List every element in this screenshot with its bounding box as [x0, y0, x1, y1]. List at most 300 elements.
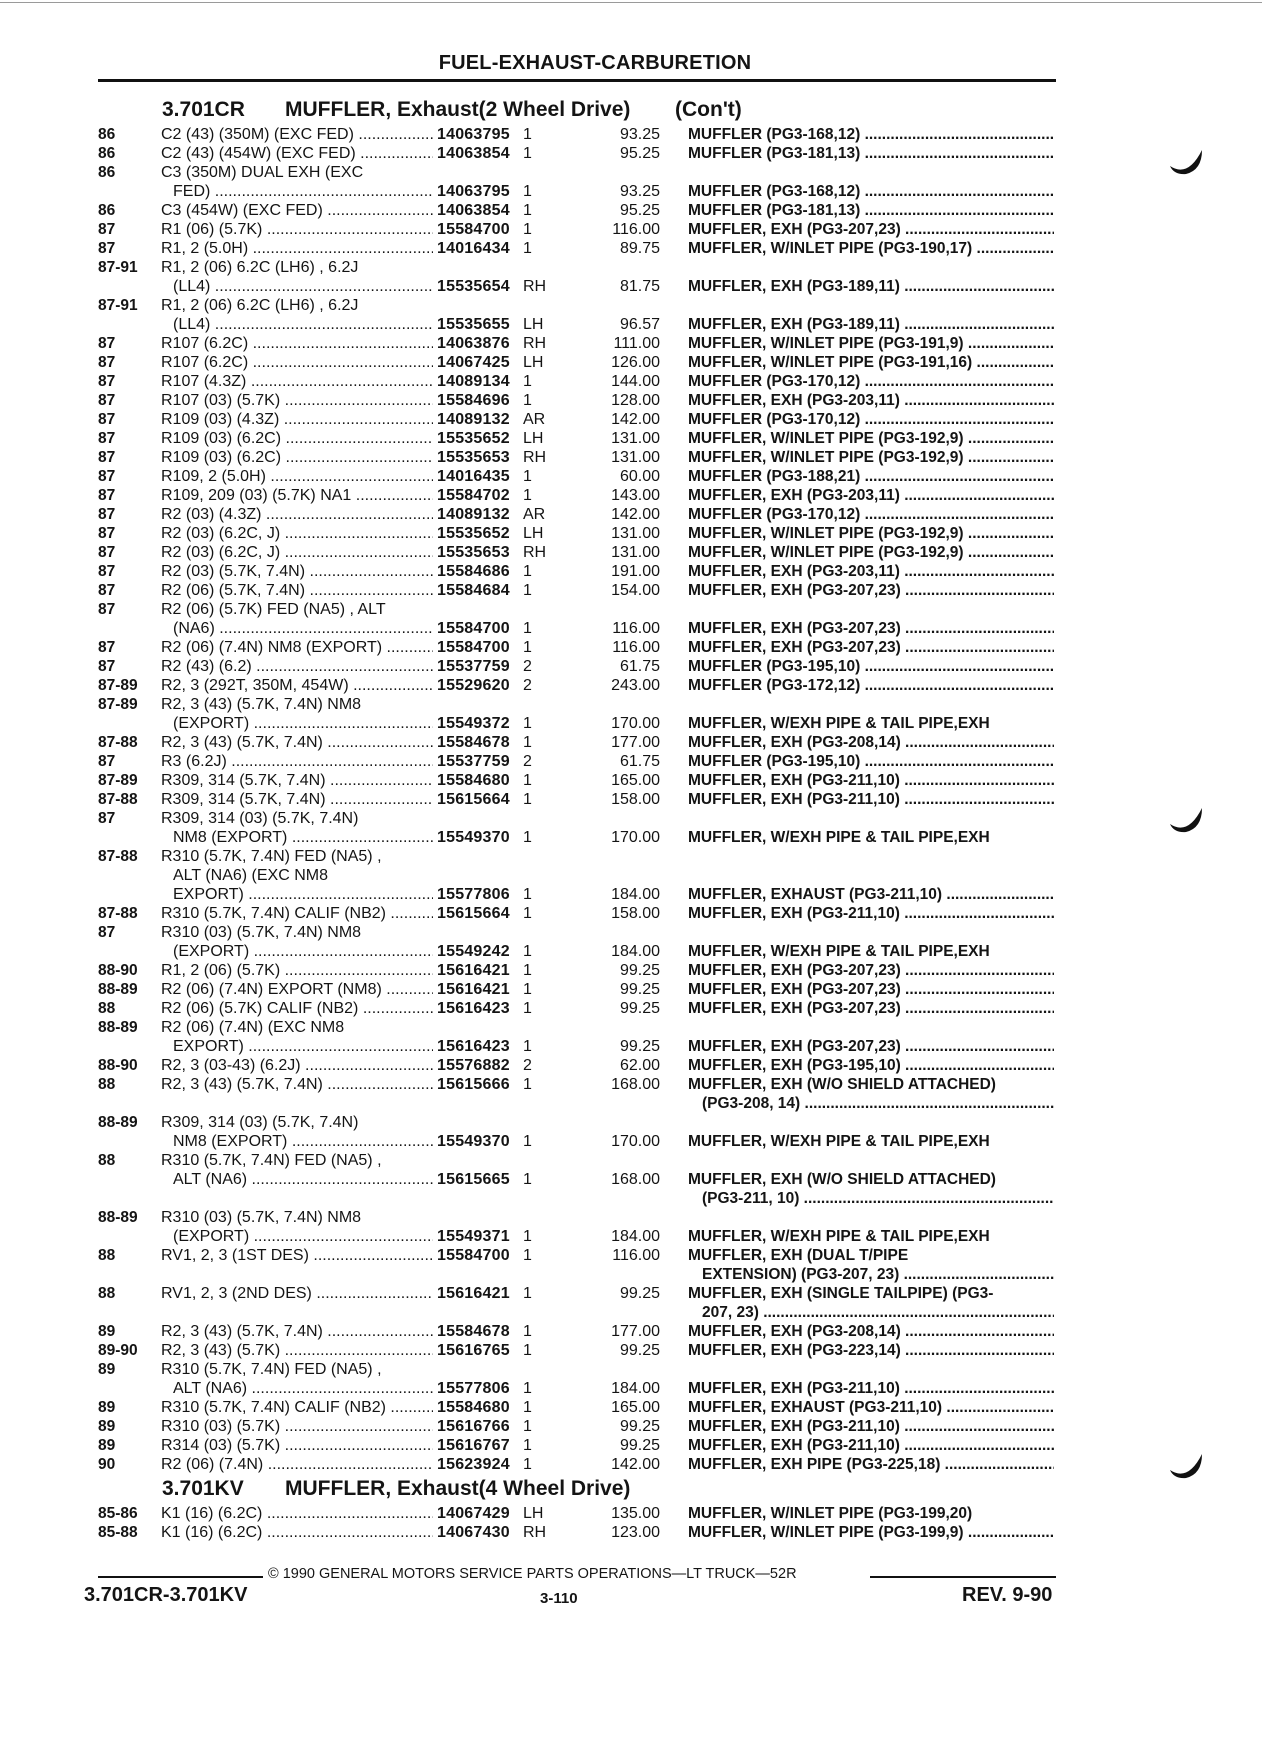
part-row [0, 582, 1262, 601]
part-row [0, 392, 1262, 411]
description: MUFFLER, EXH (PG3-211,10) ..... [688, 791, 1054, 809]
description: MUFFLER, EXH (PG3-207,23) ..... [688, 1000, 1054, 1018]
part-row [0, 1437, 1262, 1456]
part-number: 15577806 [437, 1380, 510, 1397]
price: 116.00 [612, 620, 660, 637]
model-year: 85-86 [98, 1505, 138, 1522]
quantity: 1 [523, 563, 532, 580]
part-row [0, 1057, 1262, 1076]
application: R2, 3 (292T, 350M, 454W) ..... [161, 677, 433, 695]
part-row [0, 1114, 1262, 1133]
application: EXPORT) ..... [173, 1038, 433, 1056]
quantity: RH [523, 449, 547, 466]
model-year: 88 [98, 1247, 116, 1264]
part-number: 14089132 [437, 411, 510, 428]
description: MUFFLER, EXH (PG3-211,10) ..... [688, 905, 1054, 923]
price: 158.00 [611, 791, 660, 808]
application: RV1, 2, 3 (1ST DES) ..... [161, 1247, 433, 1265]
model-year: 87 [98, 563, 116, 580]
price: 99.25 [619, 1038, 660, 1055]
price: 81.75 [619, 278, 660, 295]
part-number: 14016434 [437, 240, 510, 257]
price: 95.25 [619, 145, 660, 162]
application: R1, 2 (06) 6.2C (LH6) , 6.2J [161, 297, 359, 314]
application: R109, 2 (5.0H) ..... [161, 468, 433, 486]
application: R2 (06) (5.7K) FED (NA5) , ALT [161, 601, 386, 618]
part-number: 15549372 [437, 715, 510, 732]
binder-hole-mark [1168, 806, 1204, 834]
part-row [0, 1000, 1262, 1019]
application: R1 (06) (5.7K) ..... [161, 221, 433, 239]
application: R310 (5.7K, 7.4N) FED (NA5) , [161, 1361, 382, 1378]
part-row [0, 1399, 1262, 1418]
application: C3 (350M) DUAL EXH (EXC [161, 164, 364, 181]
description: MUFFLER (PG3-170,12) ..... [688, 506, 1054, 524]
binder-hole-mark [1168, 1452, 1204, 1480]
part-number: 15535652 [437, 430, 510, 447]
part-row [0, 772, 1262, 791]
model-year: 87 [98, 392, 116, 409]
price: 154.00 [611, 582, 660, 599]
quantity: 1 [523, 734, 532, 751]
price: 99.25 [619, 1437, 660, 1454]
part-row [0, 373, 1262, 392]
part-number: 14067430 [437, 1524, 510, 1541]
quantity: 1 [523, 905, 532, 922]
part-number: 15623924 [437, 1456, 510, 1473]
quantity: 1 [523, 1247, 532, 1264]
part-row [0, 544, 1262, 563]
model-year: 88-90 [98, 962, 138, 979]
description: MUFFLER, W/INLET PIPE (PG3-192,9) ..... [688, 449, 1054, 467]
part-number: 15584678 [437, 1323, 510, 1340]
part-row [0, 202, 1262, 221]
footer-rule-left [98, 1576, 263, 1578]
part-number: 15576882 [437, 1057, 510, 1074]
price: 61.75 [619, 753, 660, 770]
model-year: 87-89 [98, 677, 138, 694]
part-row [0, 506, 1262, 525]
quantity: 1 [523, 1133, 532, 1150]
part-row [0, 1038, 1262, 1057]
part-row [0, 1304, 1262, 1323]
part-row [0, 753, 1262, 772]
part-row [0, 126, 1262, 145]
description: MUFFLER, EXH (PG3-211,10) ..... [688, 1380, 1054, 1398]
quantity: RH [523, 1524, 547, 1541]
part-row [0, 221, 1262, 240]
part-row [0, 240, 1262, 259]
application: C2 (43) (350M) (EXC FED) ..... [161, 126, 433, 144]
part-row [0, 810, 1262, 829]
application: R3 (6.2J) ..... [161, 753, 433, 771]
price: 184.00 [611, 1228, 660, 1245]
quantity: 1 [523, 240, 532, 257]
parts-listing [0, 96, 1262, 1543]
footer-page-number: 3-110 [540, 1590, 578, 1607]
price: 168.00 [611, 1171, 660, 1188]
application: R310 (03) (5.7K, 7.4N) NM8 [161, 1209, 362, 1226]
application: R310 (5.7K, 7.4N) FED (NA5) , [161, 1152, 382, 1169]
quantity: 1 [523, 221, 532, 238]
description: MUFFLER, EXH (PG3-208,14) ..... [688, 734, 1054, 752]
scan-edge-line [0, 2, 1262, 3]
part-row [0, 525, 1262, 544]
description: MUFFLER, W/EXH PIPE & TAIL PIPE,EXH [688, 1228, 990, 1245]
description: MUFFLER, W/EXH PIPE & TAIL PIPE,EXH [688, 943, 990, 960]
application: ALT (NA6) ..... [173, 1380, 433, 1398]
price: 142.00 [611, 1456, 660, 1473]
quantity: 1 [523, 1076, 532, 1093]
price: 177.00 [611, 734, 660, 751]
part-row [0, 1342, 1262, 1361]
description: MUFFLER, W/EXH PIPE & TAIL PIPE,EXH [688, 715, 990, 732]
part-number: 15535654 [437, 278, 510, 295]
quantity: LH [523, 354, 544, 371]
description: MUFFLER, W/EXH PIPE & TAIL PIPE,EXH [688, 1133, 990, 1150]
application: R2 (06) (7.4N) NM8 (EXPORT) ..... [161, 639, 433, 657]
quantity: 1 [523, 1228, 532, 1245]
part-number: 15616421 [437, 1285, 510, 1302]
application: R107 (6.2C) ..... [161, 335, 433, 353]
price: 111.00 [613, 335, 660, 352]
price: 184.00 [611, 1380, 660, 1397]
description: MUFFLER, EXH (PG3-203,11) ..... [688, 563, 1054, 581]
model-year: 87-89 [98, 696, 138, 713]
description: MUFFLER (PG3-172,12) ..... [688, 677, 1054, 695]
part-number: 15584700 [437, 221, 510, 238]
part-number: 15615666 [437, 1076, 510, 1093]
part-row [0, 924, 1262, 943]
model-year: 88 [98, 1000, 116, 1017]
part-row [0, 1209, 1262, 1228]
description: MUFFLER (PG3-181,13) ..... [688, 202, 1054, 220]
model-year: 86 [98, 145, 116, 162]
application: R2, 3 (43) (5.7K) ..... [161, 1342, 433, 1360]
part-row [0, 696, 1262, 715]
description: MUFFLER, EXH (W/O SHIELD ATTACHED) [688, 1171, 996, 1188]
part-row [0, 316, 1262, 335]
quantity: 1 [523, 981, 532, 998]
price: 89.75 [619, 240, 660, 257]
part-number: 15584700 [437, 620, 510, 637]
part-number: 15616423 [437, 1000, 510, 1017]
part-row [0, 848, 1262, 867]
part-number: 14089134 [437, 373, 510, 390]
application: R2, 3 (03-43) (6.2J) ..... [161, 1057, 433, 1075]
part-row [0, 1247, 1262, 1266]
model-year: 90 [98, 1456, 116, 1473]
quantity: 1 [523, 1285, 532, 1302]
description: MUFFLER, EXH (PG3-195,10) ..... [688, 1057, 1054, 1075]
model-year: 87 [98, 525, 116, 542]
description: (PG3-211, 10) ..... [702, 1190, 1054, 1208]
quantity: 2 [523, 1057, 532, 1074]
part-number: 15584700 [437, 639, 510, 656]
part-row [0, 1133, 1262, 1152]
part-number: 14067429 [437, 1505, 510, 1522]
application: R309, 314 (5.7K, 7.4N) ..... [161, 791, 433, 809]
part-row [0, 962, 1262, 981]
application: R314 (03) (5.7K) ..... [161, 1437, 433, 1455]
quantity: RH [523, 278, 547, 295]
description: MUFFLER, EXH (PG3-208,14) ..... [688, 1323, 1054, 1341]
part-number: 15584680 [437, 772, 510, 789]
price: 126.00 [611, 354, 660, 371]
application: R109 (03) (6.2C) ..... [161, 430, 433, 448]
price: 142.00 [611, 506, 660, 523]
part-row [0, 1380, 1262, 1399]
price: 62.00 [619, 1057, 660, 1074]
model-year: 87-88 [98, 734, 138, 751]
part-row [0, 601, 1262, 620]
quantity: LH [523, 525, 544, 542]
part-number: 15535653 [437, 449, 510, 466]
part-number: 15615664 [437, 905, 510, 922]
description: MUFFLER, W/EXH PIPE & TAIL PIPE,EXH [688, 829, 990, 846]
model-year: 87 [98, 449, 116, 466]
model-year: 87 [98, 601, 116, 618]
model-year: 88-89 [98, 981, 138, 998]
part-number: 15584686 [437, 563, 510, 580]
part-row [0, 867, 1262, 886]
price: 131.00 [611, 449, 660, 466]
quantity: 1 [523, 943, 532, 960]
quantity: 1 [523, 468, 532, 485]
application: R2, 3 (43) (5.7K, 7.4N) ..... [161, 734, 433, 752]
application: R2 (06) (7.4N) (EXC NM8 [161, 1019, 345, 1036]
price: 116.00 [612, 1247, 660, 1264]
description: MUFFLER, EXH (PG3-207,23) ..... [688, 1038, 1054, 1056]
model-year: 87 [98, 240, 116, 257]
quantity: 1 [523, 183, 532, 200]
part-row [0, 297, 1262, 316]
model-year: 88-89 [98, 1209, 138, 1226]
section-header [0, 96, 1262, 126]
part-number: 14016435 [437, 468, 510, 485]
model-year: 89 [98, 1399, 116, 1416]
application: R2, 3 (43) (5.7K, 7.4N) NM8 [161, 696, 362, 713]
model-year: 87-88 [98, 905, 138, 922]
application: R2 (06) (5.7K) CALIF (NB2) ..... [161, 1000, 433, 1018]
description: MUFFLER, W/INLET PIPE (PG3-191,9) ..... [688, 335, 1054, 353]
section-title: MUFFLER, Exhaust(2 Wheel Drive) [285, 98, 631, 121]
quantity: 2 [523, 677, 532, 694]
description: MUFFLER (PG3-181,13) ..... [688, 145, 1054, 163]
quantity: 1 [523, 715, 532, 732]
quantity: 1 [523, 582, 532, 599]
model-year: 85-88 [98, 1524, 138, 1541]
quantity: 1 [523, 791, 532, 808]
description: MUFFLER, W/INLET PIPE (PG3-192,9) ..... [688, 544, 1054, 562]
model-year: 87 [98, 487, 116, 504]
part-row [0, 1152, 1262, 1171]
part-row [0, 658, 1262, 677]
model-year: 87 [98, 506, 116, 523]
part-row [0, 468, 1262, 487]
application: R2 (06) (5.7K, 7.4N) ..... [161, 582, 433, 600]
description: MUFFLER, EXH (SINGLE TAILPIPE) (PG3- [688, 1285, 994, 1302]
part-row [0, 639, 1262, 658]
quantity: 1 [523, 1437, 532, 1454]
description: MUFFLER, EXH (DUAL T/PIPE [688, 1247, 909, 1264]
application: R309, 314 (03) (5.7K, 7.4N) [161, 1114, 359, 1131]
model-year: 89-90 [98, 1342, 138, 1359]
quantity: AR [523, 411, 546, 428]
price: 99.25 [619, 962, 660, 979]
application: R309, 314 (03) (5.7K, 7.4N) [161, 810, 359, 827]
quantity: LH [523, 1505, 544, 1522]
application: R2 (06) (7.4N) ..... [161, 1456, 433, 1474]
part-number: 15616421 [437, 981, 510, 998]
model-year: 87 [98, 810, 116, 827]
part-number: 15616765 [437, 1342, 510, 1359]
quantity: 1 [523, 373, 532, 390]
quantity: 1 [523, 1000, 532, 1017]
application: R310 (5.7K, 7.4N) FED (NA5) , [161, 848, 382, 865]
quantity: 1 [523, 1380, 532, 1397]
description: MUFFLER, EXH (PG3-223,14) ..... [688, 1342, 1054, 1360]
application: R107 (6.2C) ..... [161, 354, 433, 372]
application: R109, 209 (03) (5.7K) NA1 ..... [161, 487, 433, 505]
model-year: 86 [98, 164, 116, 181]
model-year: 88-90 [98, 1057, 138, 1074]
part-row [0, 1361, 1262, 1380]
part-row [0, 1524, 1262, 1543]
price: 60.00 [619, 468, 660, 485]
application: R107 (03) (5.7K) ..... [161, 392, 433, 410]
model-year: 87 [98, 411, 116, 428]
part-row [0, 734, 1262, 753]
price: 135.00 [611, 1505, 660, 1522]
application: R2, 3 (43) (5.7K, 7.4N) ..... [161, 1323, 433, 1341]
part-row [0, 563, 1262, 582]
footer-code-range: 3.701CR-3.701KV [84, 1584, 248, 1606]
part-number: 15549370 [437, 829, 510, 846]
part-number: 15584684 [437, 582, 510, 599]
footer-rule-right [870, 1576, 1056, 1578]
part-number: 15577806 [437, 886, 510, 903]
part-number: 15616767 [437, 1437, 510, 1454]
application: R109 (03) (6.2C) ..... [161, 449, 433, 467]
price: 96.57 [619, 316, 660, 333]
application: (LL4) ..... [173, 316, 433, 334]
description: MUFFLER, W/INLET PIPE (PG3-190,17) ..... [688, 240, 1054, 258]
description: (PG3-208, 14) ..... [702, 1095, 1054, 1113]
price: 184.00 [611, 943, 660, 960]
quantity: 1 [523, 1038, 532, 1055]
part-row [0, 1228, 1262, 1247]
application: R309, 314 (5.7K, 7.4N) ..... [161, 772, 433, 790]
model-year: 87 [98, 924, 116, 941]
price: 131.00 [611, 525, 660, 542]
price: 144.00 [611, 373, 660, 390]
application: (EXPORT) ..... [173, 943, 433, 961]
part-number: 15584700 [437, 1247, 510, 1264]
application: ALT (NA6) (EXC NM8 [173, 867, 328, 884]
price: 99.25 [619, 981, 660, 998]
description: MUFFLER, W/INLET PIPE (PG3-199,20) [688, 1505, 973, 1522]
description: MUFFLER, W/INLET PIPE (PG3-192,9) ..... [688, 525, 1054, 543]
description: MUFFLER, W/INLET PIPE (PG3-192,9) ..... [688, 430, 1054, 448]
application: K1 (16) (6.2C) ..... [161, 1505, 433, 1523]
price: 116.00 [612, 639, 660, 656]
price: 93.25 [619, 126, 660, 143]
model-year: 87 [98, 221, 116, 238]
price: 131.00 [611, 430, 660, 447]
quantity: 1 [523, 1399, 532, 1416]
price: 143.00 [611, 487, 660, 504]
part-number: 15615664 [437, 791, 510, 808]
part-row [0, 620, 1262, 639]
model-year: 87-88 [98, 791, 138, 808]
part-number: 15549242 [437, 943, 510, 960]
part-number: 15584680 [437, 1399, 510, 1416]
part-number: 15535652 [437, 525, 510, 542]
quantity: 1 [523, 639, 532, 656]
price: 99.25 [619, 1000, 660, 1017]
application: R2 (06) (7.4N) EXPORT (NM8) ..... [161, 981, 433, 999]
part-row [0, 335, 1262, 354]
quantity: 1 [523, 487, 532, 504]
section-title: MUFFLER, Exhaust(4 Wheel Drive) [285, 1477, 631, 1500]
quantity: 1 [523, 1171, 532, 1188]
model-year: 87 [98, 430, 116, 447]
part-row [0, 1076, 1262, 1095]
description: MUFFLER, EXH (PG3-203,11) ..... [688, 392, 1054, 410]
price: 131.00 [611, 544, 660, 561]
binder-hole-mark [1168, 148, 1204, 176]
part-row [0, 1505, 1262, 1524]
part-row [0, 354, 1262, 373]
description: MUFFLER, EXHAUST (PG3-211,10) ..... [688, 886, 1054, 904]
section-header [0, 1475, 1262, 1505]
part-number: 15584678 [437, 734, 510, 751]
quantity: RH [523, 544, 547, 561]
part-number: 15616421 [437, 962, 510, 979]
part-row [0, 677, 1262, 696]
price: 93.25 [619, 183, 660, 200]
price: 61.75 [619, 658, 660, 675]
price: 99.25 [619, 1285, 660, 1302]
application: (EXPORT) ..... [173, 1228, 433, 1246]
application: R2 (03) (5.7K, 7.4N) ..... [161, 563, 433, 581]
part-number: 14067425 [437, 354, 510, 371]
part-row [0, 1190, 1262, 1209]
part-number: 15616766 [437, 1418, 510, 1435]
quantity: 1 [523, 962, 532, 979]
part-row [0, 411, 1262, 430]
quantity: 1 [523, 1323, 532, 1340]
part-number: 15537759 [437, 753, 510, 770]
part-row [0, 905, 1262, 924]
part-row [0, 259, 1262, 278]
price: 184.00 [611, 886, 660, 903]
application: R107 (4.3Z) ..... [161, 373, 433, 391]
application: C3 (454W) (EXC FED) ..... [161, 202, 433, 220]
part-number: 14063795 [437, 183, 510, 200]
price: 99.25 [619, 1418, 660, 1435]
model-year: 87 [98, 373, 116, 390]
page-title: FUEL-EXHAUST-CARBURETION [438, 52, 752, 74]
quantity: 1 [523, 202, 532, 219]
model-year: 87-88 [98, 848, 138, 865]
description: MUFFLER (PG3-195,10) ..... [688, 658, 1054, 676]
quantity: 1 [523, 772, 532, 789]
application: R310 (03) (5.7K) ..... [161, 1418, 433, 1436]
description: MUFFLER, EXH PIPE (PG3-225,18) ..... [688, 1456, 1054, 1474]
model-year: 88-89 [98, 1019, 138, 1036]
